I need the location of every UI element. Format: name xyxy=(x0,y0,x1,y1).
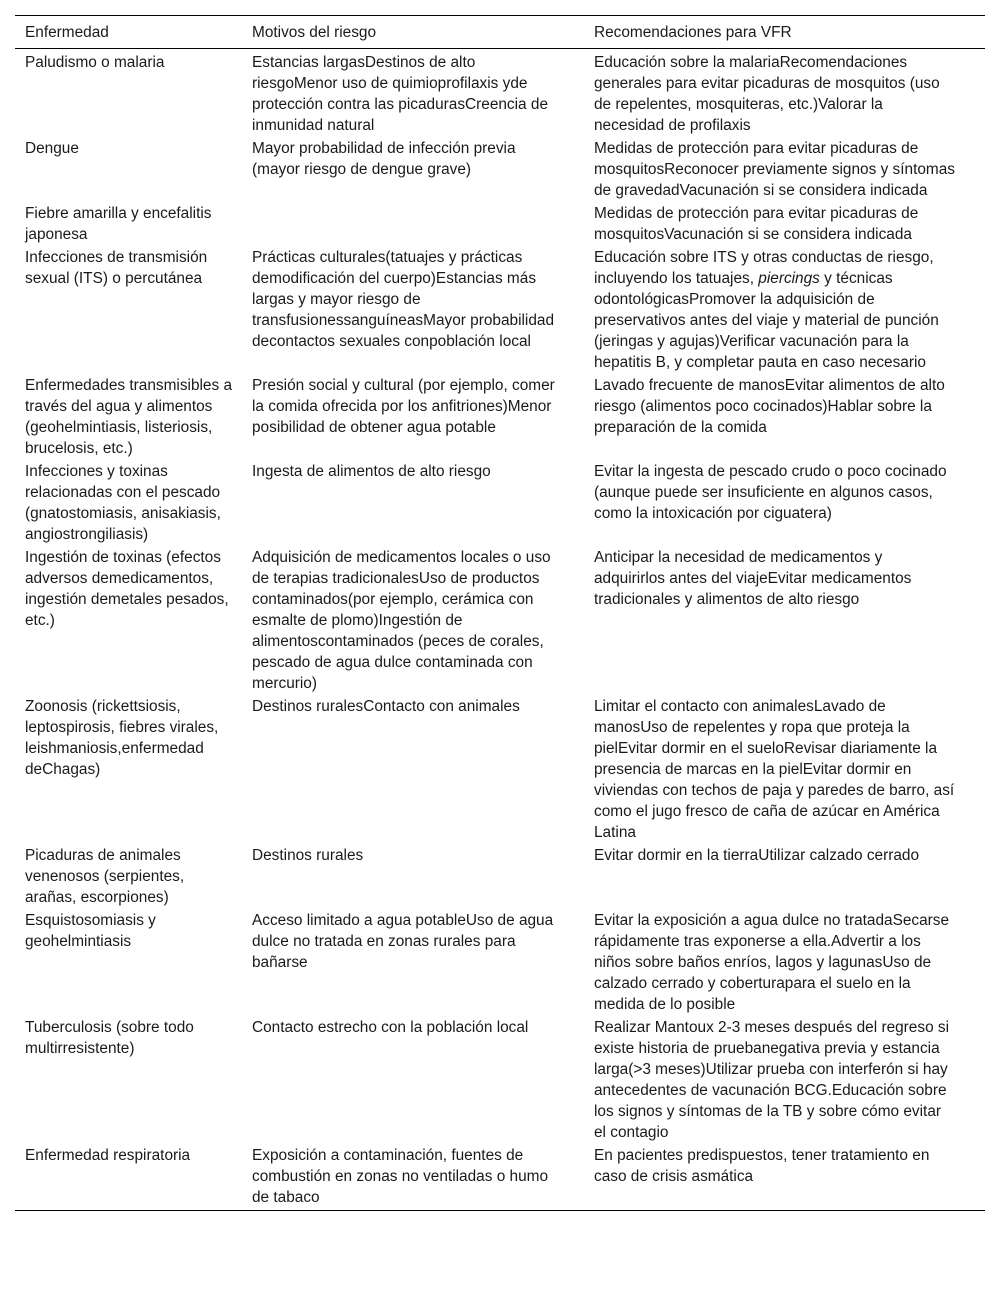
table-row xyxy=(15,49,985,138)
header-enfermedad: Enfermedad xyxy=(15,16,242,49)
table-row xyxy=(15,1016,985,1144)
cell-disease: Dengue xyxy=(25,140,79,157)
table-row xyxy=(15,844,985,909)
cell-disease: Ingestión de toxinas (efectos adversos demedicamentos, ingestión demetales pesados, etc.) xyxy=(25,549,229,629)
cell-risk: Mayor probabilidad de infección previa (mayor riesgo de dengue grave) xyxy=(252,140,516,178)
table-body xyxy=(15,49,985,1211)
cell-recommendation: Evitar dormir en la tierraUtilizar calzado cerrado xyxy=(594,847,920,864)
cell-recommendation: Evitar la exposición a agua dulce no tratadaSecarse rápidamente tras exponerse a ella.Advertir a los niños sobre baños enríos, lagos y lagunasUso de calzado cerrado y coberturapara el suelo en la medida de lo posible xyxy=(594,912,950,1013)
cell-recommendation: Lavado frecuente de manosEvitar alimentos de alto riesgo (alimentos poco cocinados)Hablar sobre la preparación de la comida xyxy=(594,377,945,436)
cell-risk: Acceso limitado a agua potableUso de agua dulce no tratada en zonas rurales para bañarse xyxy=(252,912,554,971)
cell-recommendation: Anticipar la necesidad de medicamentos y adquirirlos antes del viajeEvitar medicamentos tradicionales y alimentos de alto riesgo xyxy=(594,549,912,608)
cell-risk: Ingesta de alimentos de alto riesgo xyxy=(252,463,491,480)
cell-recommendation: Limitar el contacto con animalesLavado de manosUso de repelentes y ropa que proteja la pielEvitar dormir en el sueloRevisar diariamente la presencia de marcas en la pielEvitar dormir en viviendas con techos de paja y paredes de barro, así como el jugo fresco de caña de azúcar en América Latina xyxy=(594,698,955,841)
cell-recommendation: Medidas de protección para evitar picaduras de mosquitosReconocer previamente signos y síntomas de gravedadVacunación si se considera indicada xyxy=(594,140,955,199)
header-motivos-riesgo: Motivos del riesgo xyxy=(242,16,584,49)
table-row xyxy=(15,374,985,460)
risk-table-container xyxy=(15,15,985,1211)
cell-disease: Esquistosomiasis y geohelmintiasis xyxy=(25,912,156,950)
table-row xyxy=(15,246,985,374)
cell-recommendation: Evitar la ingesta de pescado crudo o poco cocinado (aunque puede ser insuficiente en algunos casos, como la intoxicación por ciguatera) xyxy=(594,463,947,522)
cell-risk: Prácticas culturales(tatuajes y prácticas demodificación del cuerpo)Estancias más largas y mayor riesgo de transfusionessanguíneasMayor probabilidad decontactos sexuales conpoblación local xyxy=(252,249,555,350)
vfr-risk-table xyxy=(15,15,985,1211)
cell-recommendation: En pacientes predispuestos, tener tratamiento en caso de crisis asmática xyxy=(584,1144,985,1211)
cell-recommendation: Medidas de protección para evitar picaduras de mosquitosVacunación si se considera indicada xyxy=(594,205,919,243)
cell-disease: Enfermedades transmisibles a través del agua y alimentos (geohelmintiasis, listeriosis, brucelosis, etc.) xyxy=(25,377,233,457)
cell-risk: Estancias largasDestinos de alto riesgoMenor uso de quimioprofilaxis yde protección contra las picadurasCreencia de inmunidad natural xyxy=(252,54,549,134)
cell-disease: Paludismo o malaria xyxy=(25,54,165,71)
cell-risk: Exposición a contaminación, fuentes de combustión en zonas no ventiladas o humo de tabaco xyxy=(242,1144,584,1211)
table-header xyxy=(15,16,985,49)
cell-disease: Infecciones y toxinas relacionadas con el pescado (gnatostomiasis, anisakiasis, angiostrongiliasis) xyxy=(25,463,221,543)
cell-disease: Enfermedad respiratoria xyxy=(15,1144,242,1211)
table-row xyxy=(15,546,985,695)
table-row xyxy=(15,202,985,246)
cell-disease: Zoonosis (rickettsiosis, leptospirosis, fiebres virales, leishmaniosis,enfermedad deChagas) xyxy=(25,698,219,778)
cell-risk: Adquisición de medicamentos locales o uso de terapias tradicionalesUso de productos contaminados(por ejemplo, cerámica con esmalte de plomo)Ingestión de alimentoscontaminados (peces de corales, pescado de agua dulce contaminada con mercurio) xyxy=(252,549,551,692)
header-recomendaciones: Recomendaciones para VFR xyxy=(584,16,985,49)
cell-risk: Destinos ruralesContacto con animales xyxy=(252,698,520,715)
header-row xyxy=(15,16,985,49)
cell-disease: Infecciones de transmisión sexual (ITS) o percutánea xyxy=(25,249,208,287)
cell-risk: Destinos rurales xyxy=(252,847,364,864)
rec-text-pre: Educación sobre ITS y otras conductas de riesgo, incluyendo los tatuajes, xyxy=(594,249,934,287)
cell-recommendation: Realizar Mantoux 2-3 meses después del regreso si existe historia de pruebanegativa previa y estancia larga(>3 meses)Utilizar prueba con interferón si hay antecedentes de vacunación BCG.Educación sobre los signos y síntomas de la TB y sobre cómo evitar el contagio xyxy=(594,1019,950,1141)
cell-risk: Presión social y cultural (por ejemplo, comer la comida ofrecida por los anfitriones)Menor posibilidad de obtener agua potable xyxy=(252,377,555,436)
cell-disease: Picaduras de animales venenosos (serpientes, arañas, escorpiones) xyxy=(25,847,185,906)
rec-text-italic: piercings xyxy=(758,270,820,287)
rec-text-post: y técnicas odontológicasPromover la adquisición de preservativos antes del viaje y material de punción (jeringas y agujas)Verificar vacunación para la hepatitis B, y completar pauta en caso necesario xyxy=(594,270,939,371)
table-row xyxy=(15,460,985,546)
cell-recommendation: Educación sobre la malariaRecomendaciones generales para evitar picaduras de mosquitos (uso de repelentes, mosquiteras, etc.)Valorar la necesidad de profilaxis xyxy=(594,54,940,134)
table-row xyxy=(15,137,985,202)
table-row xyxy=(15,1144,985,1211)
cell-risk xyxy=(242,202,584,246)
table-row xyxy=(15,695,985,844)
cell-risk: Contacto estrecho con la población local xyxy=(252,1019,529,1036)
table-row xyxy=(15,909,985,1016)
cell-recommendation xyxy=(584,246,985,374)
cell-disease: Tuberculosis (sobre todo multirresistente) xyxy=(25,1019,194,1057)
cell-disease: Fiebre amarilla y encefalitis japonesa xyxy=(25,205,212,243)
